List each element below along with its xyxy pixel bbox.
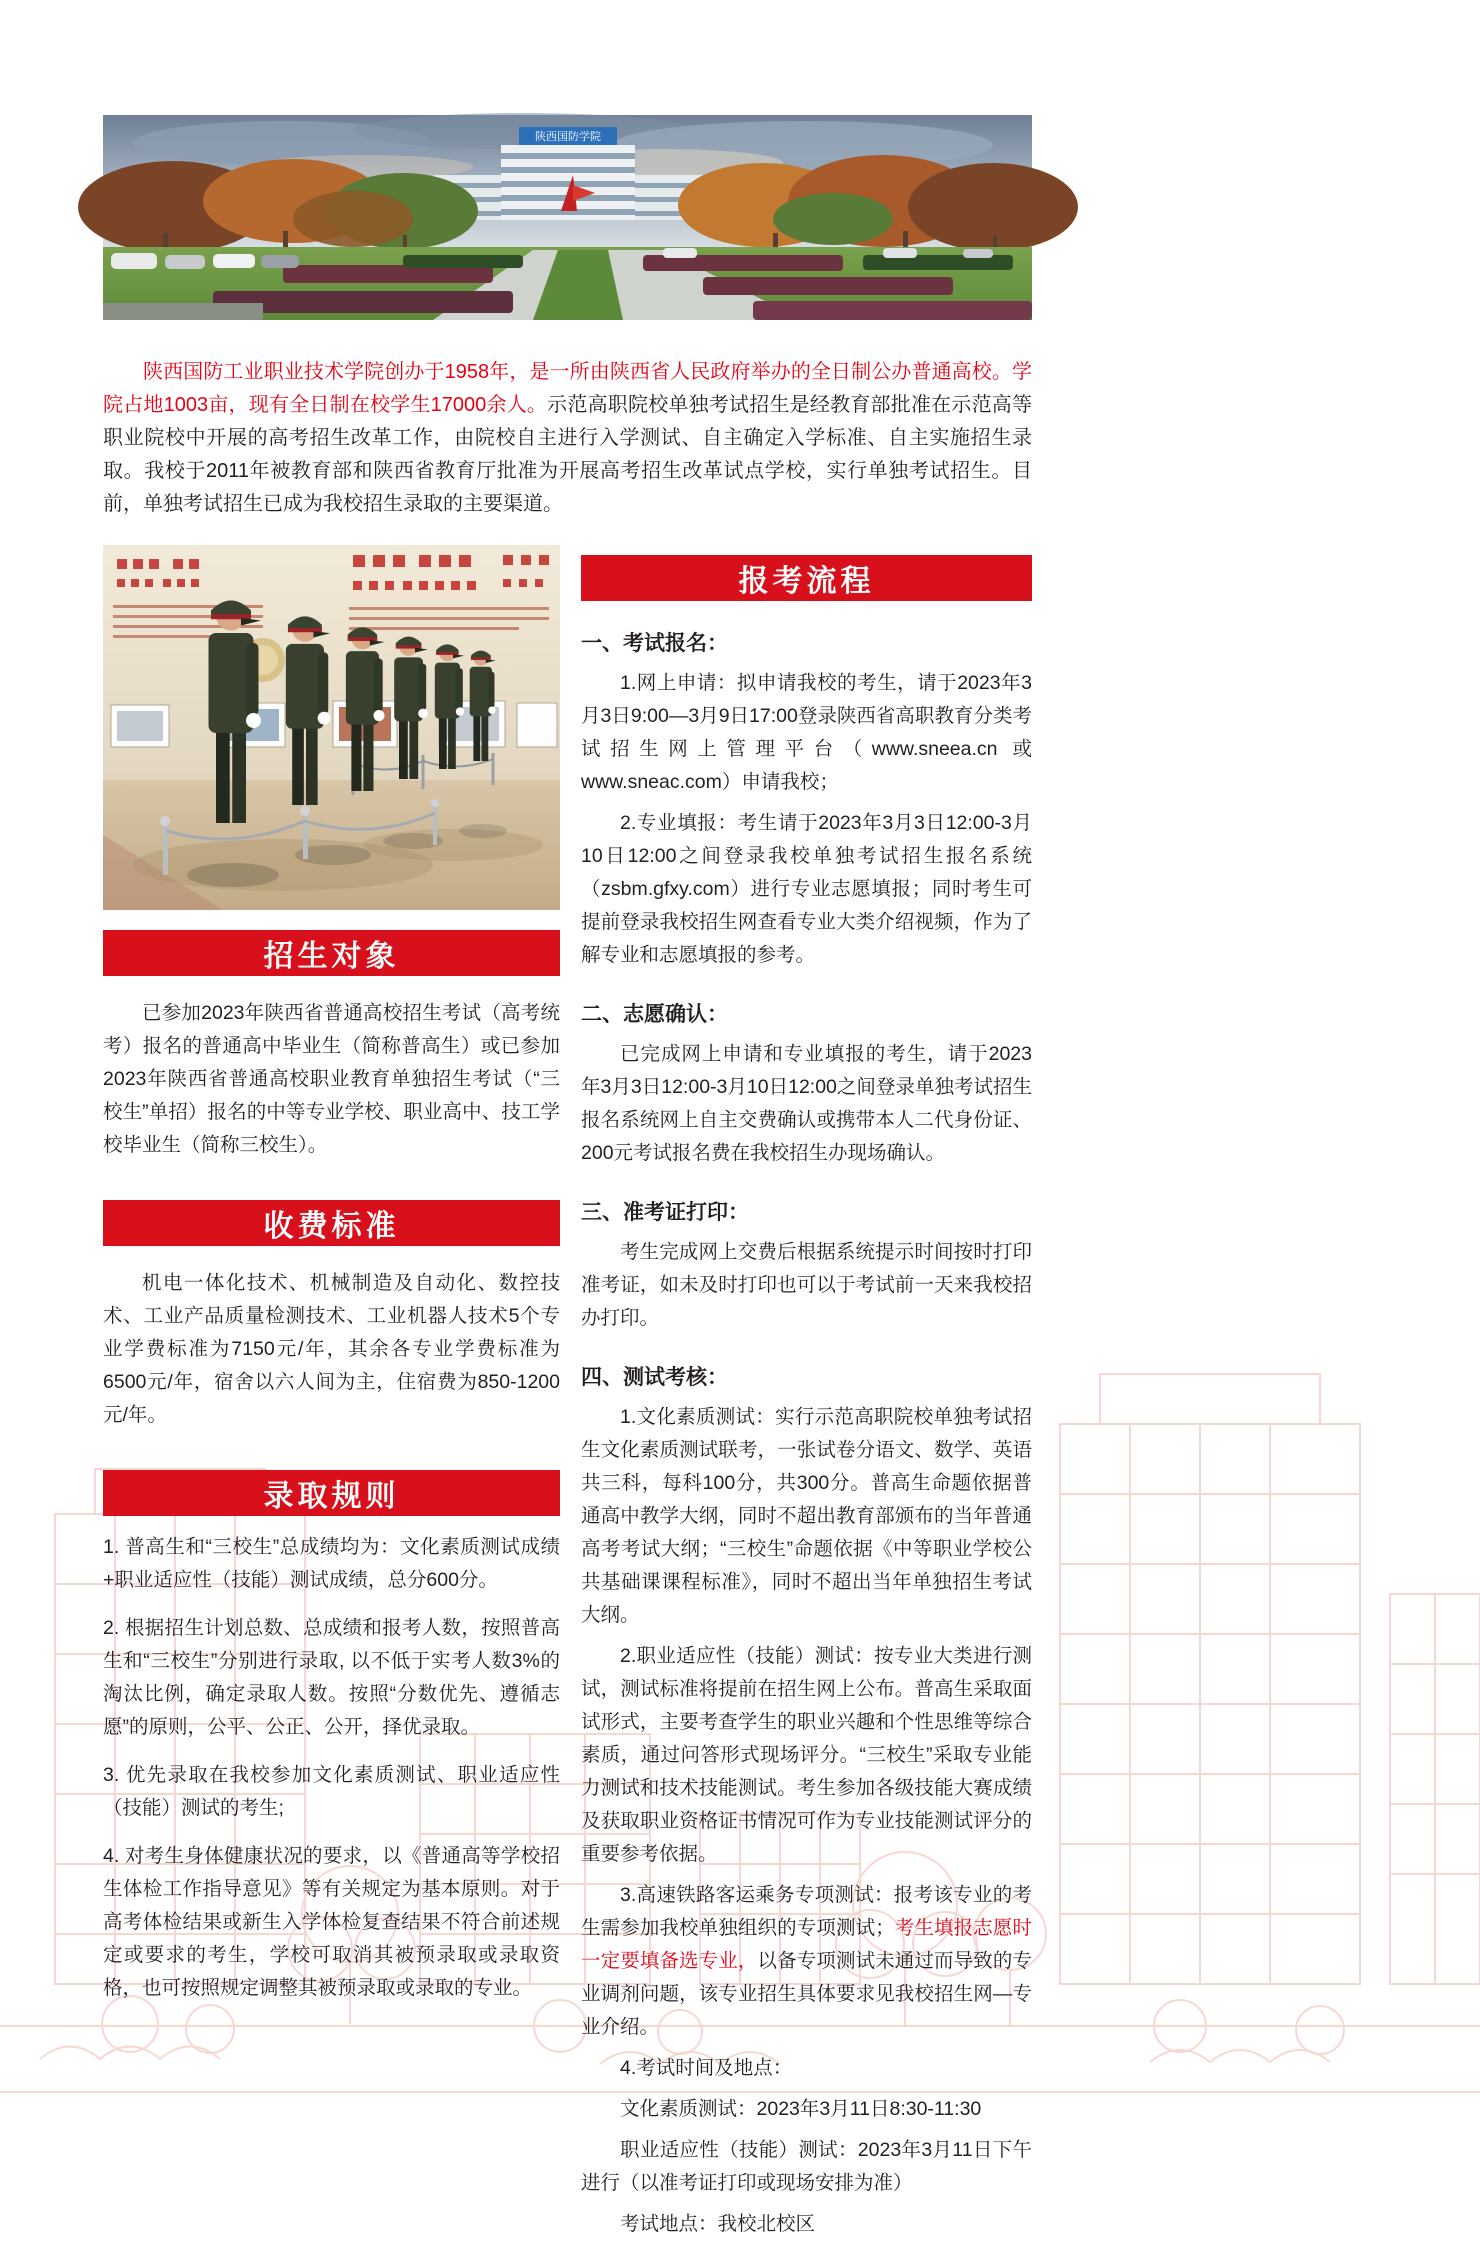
exam-time-place-heading: 4.考试时间及地点： <box>620 2057 793 2079</box>
admission-rule-item-2: 2. 根据招生计划总数、总成绩和报考人数，按照普高生和“三校生”分别进行录取, 以不低于实考人数3%的淘汰比例，确定录取人数。按照“分数优先、遵循志愿”的原则，公平、公正、公开，择优录取。 <box>103 1617 560 1738</box>
section-banner-admission-rules <box>103 1470 560 1516</box>
intro-black-text: 示范高职院校单独考试招生是经教育部批准在示范高等职业院校中开展的高考招生改革工作，由院校自主进行入学测试、自主确定入学标准、自主实施招生录取。我校于2011年被教育部和陕西省教育厅批准为开展高考招生改革试点学校，实行单独考试招生。目前，单独考试招生已成为我校招生录取的主要渠道。 <box>103 394 1033 515</box>
left-column <box>103 545 560 2005</box>
assessment-paragraph-1: 1.文化素质测试：实行示范高职院校单独考试招生文化素质测试联考，一张试卷分语文、数学、英语共三科，每科100分，共300分。普高生命题依据普通高中教学大纲，同时不超出教育部颁布的当年普通高考考试大纲；“三校生”命题依据《中等职业学校公共基础课课程标准》，同时不超出当年单独招生考试大纲。 <box>581 1406 1032 1626</box>
assessment-paragraph-2: 2.职业适应性（技能）测试：按专业大类进行测试，测试标准将提前在招生网上公布。普高生采取面试形式，主要考查学生的职业兴趣和个性思维等综合素质，通过问答形式现场评分。“三校生”采取专业能力测试和技术技能测试。考生参加各级技能大赛成绩及获取职业资格证书情况可作为专业技能测试评分的重要参考依据。 <box>581 1645 1032 1865</box>
assessment-paragraph-3 <box>581 1879 1032 2044</box>
right-column <box>581 545 1032 2241</box>
culture-test-time: 文化素质测试：2023年3月11日8:30-11:30 <box>620 2098 982 2120</box>
process-heading-assessment: 四、测试考核： <box>581 1366 728 1389</box>
section-banner-application-process <box>581 555 1032 601</box>
aptitude-test-time: 职业适应性（技能）测试：2023年3月11日下午进行（以准考证打印或现场安排为准） <box>581 2139 1032 2194</box>
process-heading-registration: 一、考试报名： <box>581 632 728 655</box>
admission-rule-item-3: 3. 优先录取在我校参加文化素质测试、职业适应性（技能）测试的考生; <box>103 1764 560 1819</box>
fee-standard-text: 机电一体化技术、机械制造及自动化、数控技术、工业产品质量检测技术、工业机器人技术5个专业学费标准为7150元/年，其余各专业学费标准为6500元/年，宿舍以六人间为主，住宿费为850-1200元/年。 <box>103 1272 560 1426</box>
section-banner-admission-rules-label: 录取规则 <box>263 1480 400 1513</box>
intro-red-text: 陕西国防工业职业技术学院创办于1958年，是一所由陕西省人民政府举办的全日制公办普通高校。学院占地1003亩，现有全日制在校学生17000余人。 <box>103 361 1032 416</box>
section-banner-fee-standard-label: 收费标准 <box>263 1210 400 1243</box>
exam-location: 考试地点：我校北校区 <box>620 2213 816 2235</box>
campus-photo-art <box>103 115 1032 320</box>
assessment-paragraph-3-post: 以备专项测试未通过而导致的专业调剂问题，该专业招生具体要求见我校招生网—专业介绍。 <box>581 1950 1032 2038</box>
section-banner-fee-standard <box>103 1200 560 1246</box>
honor-guard-photo-art <box>103 545 560 910</box>
honor-guard-photo <box>103 545 560 910</box>
registration-paragraph-1: 1.网上申请：拟申请我校的考生，请于2023年3月3日9:00—3月9日17:00登录陕西省高职教育分类考试招生网上管理平台（www.sneea.cn 或 www.sneac.com）申请我校； <box>581 672 1032 793</box>
process-heading-ticket-print: 三、准考证打印： <box>581 1201 749 1224</box>
process-heading-confirmation: 二、志愿确认： <box>581 1003 728 1026</box>
admission-rule-item-4: 4. 对考生身体健康状况的要求，以《普通高等学校招生体检工作指导意见》等有关规定为基本原则。对于高考体检结果或新生入学体检复查结果不符合前述规定或要求的考生，学校可取消其被预录取或录取资格，也可按照规定调整其被预录取或录取的专业。 <box>103 1845 560 1999</box>
registration-paragraph-2: 2.专业填报：考生请于2023年3月3日12:00-3月10日12:00之间登录我校单独考试招生报名系统（zsbm.gfxy.com）进行专业志愿填报；同时考生可提前登录我校招生网查看专业大类介绍视频，作为了解专业和志愿填报的参考。 <box>581 812 1032 966</box>
section-banner-admission-target-label: 招生对象 <box>263 940 400 973</box>
campus-photo <box>103 115 1032 320</box>
intro-paragraph <box>103 356 1032 521</box>
section-banner-application-process-label: 报考流程 <box>738 565 875 598</box>
assessment-paragraph-3-highlight: 考生填报志愿时一定要填备选专业， <box>581 1917 1032 1972</box>
section-banner-admission-target <box>103 930 560 976</box>
two-column-layout <box>103 545 1032 2241</box>
ticket-print-paragraph: 考生完成网上交费后根据系统提示时间按时打印准考证，如未及时打印也可以于考试前一天来我校招办打印。 <box>581 1241 1032 1329</box>
admission-rule-item-1: 1. 普高生和“三校生”总成绩均为：文化素质测试成绩+职业适应性（技能）测试成绩，总分600分。 <box>103 1536 560 1591</box>
building-sign-text: 陕西国防学院 <box>535 131 601 143</box>
confirmation-paragraph: 已完成网上申请和专业填报的考生，请于2023年3月3日12:00-3月10日12:00之间登录单独考试招生报名系统网上自主交费确认或携带本人二代身份证、200元考试报名费在我校招生办现场确认。 <box>581 1043 1032 1164</box>
admission-target-text: 已参加2023年陕西省普通高校招生考试（高考统考）报名的普通高中毕业生（简称普高生）或已参加2023年陕西省普通高校职业教育单独招生考试（“三校生”单招）报名的中等专业学校、职业高中、技工学校毕业生（简称三校生）。 <box>103 1002 560 1156</box>
assessment-paragraph-3-pre: 3.高速铁路客运乘务专项测试：报考该专业的考生需参加我校单独组织的专项测试； <box>581 1884 1032 1939</box>
page-content <box>103 115 1032 2241</box>
